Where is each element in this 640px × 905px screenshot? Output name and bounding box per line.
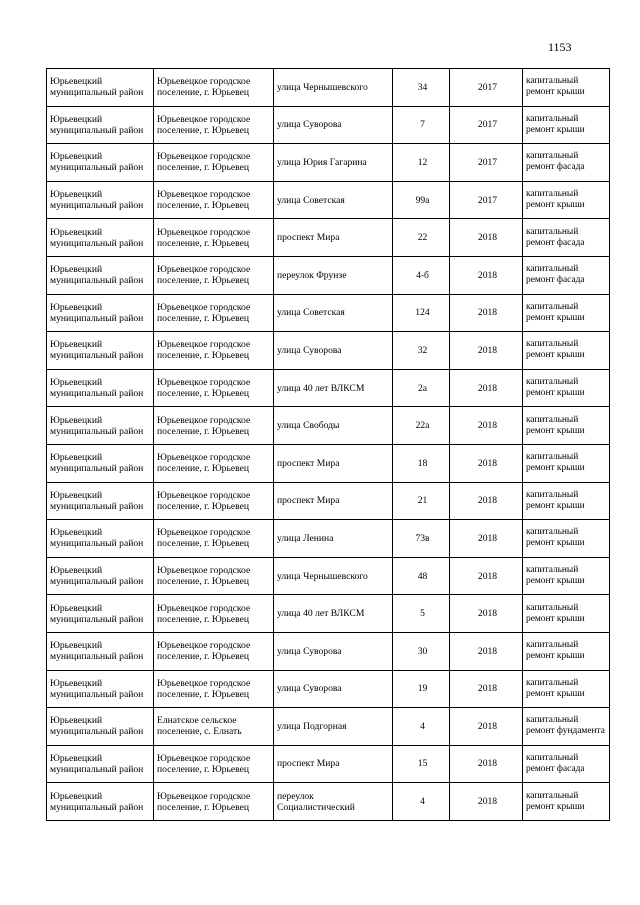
work-type-cell: капитальный ремонт крыши [523,632,610,670]
street-cell: улица 40 лет ВЛКСМ [274,595,393,633]
year-cell: 2018 [450,783,523,821]
work-type-cell: капитальный ремонт фасада [523,745,610,783]
table-row [47,783,610,821]
street-cell: улица Юрия Гагарина [274,144,393,182]
street-cell: улица Суворова [274,332,393,370]
table-row [47,444,610,482]
table-row [47,745,610,783]
settlement-cell: Юрьевецкое городское поселение, г. Юрьевец [154,557,274,595]
house-number-cell: 34 [393,69,450,107]
settlement-cell: Юрьевецкое городское поселение, г. Юрьевец [154,783,274,821]
table-row [47,670,610,708]
work-type-cell: капитальный ремонт крыши [523,557,610,595]
work-type-cell: капитальный ремонт крыши [523,69,610,107]
street-cell: проспект Мира [274,444,393,482]
year-cell: 2018 [450,632,523,670]
year-cell: 2018 [450,708,523,746]
street-cell: улица Чернышевского [274,557,393,595]
district-cell: Юрьевецкий муниципальный район [47,219,154,257]
year-cell: 2018 [450,407,523,445]
street-cell: улица Суворова [274,106,393,144]
settlement-cell: Юрьевецкое городское поселение, г. Юрьевец [154,256,274,294]
settlement-cell: Юрьевецкое городское поселение, г. Юрьевец [154,745,274,783]
table-row [47,557,610,595]
district-cell: Юрьевецкий муниципальный район [47,106,154,144]
house-number-cell: 15 [393,745,450,783]
street-cell: проспект Мира [274,745,393,783]
settlement-cell: Юрьевецкое городское поселение, г. Юрьевец [154,219,274,257]
table-row [47,144,610,182]
house-number-cell: 22а [393,407,450,445]
street-cell: улица Подгорная [274,708,393,746]
year-cell: 2018 [450,256,523,294]
settlement-cell: Юрьевецкое городское поселение, г. Юрьевец [154,407,274,445]
year-cell: 2017 [450,144,523,182]
street-cell: улица Ленина [274,520,393,558]
year-cell: 2017 [450,181,523,219]
year-cell: 2018 [450,369,523,407]
district-cell: Юрьевецкий муниципальный район [47,369,154,407]
district-cell: Юрьевецкий муниципальный район [47,745,154,783]
table-row [47,106,610,144]
table-row [47,520,610,558]
house-number-cell: 99а [393,181,450,219]
settlement-cell: Юрьевецкое городское поселение, г. Юрьевец [154,144,274,182]
district-cell: Юрьевецкий муниципальный район [47,332,154,370]
house-number-cell: 19 [393,670,450,708]
work-type-cell: капитальный ремонт крыши [523,106,610,144]
district-cell: Юрьевецкий муниципальный район [47,557,154,595]
work-type-cell: капитальный ремонт крыши [523,595,610,633]
settlement-cell: Юрьевецкое городское поселение, г. Юрьевец [154,181,274,219]
year-cell: 2018 [450,332,523,370]
district-cell: Юрьевецкий муниципальный район [47,294,154,332]
year-cell: 2018 [450,294,523,332]
street-cell: улица Свободы [274,407,393,445]
house-number-cell: 4-б [393,256,450,294]
street-cell: улица Советская [274,181,393,219]
house-number-cell: 32 [393,332,450,370]
table-row [47,632,610,670]
year-cell: 2018 [450,482,523,520]
work-type-cell: капитальный ремонт фасада [523,256,610,294]
year-cell: 2018 [450,520,523,558]
house-number-cell: 18 [393,444,450,482]
work-type-cell: капитальный ремонт крыши [523,294,610,332]
settlement-cell: Юрьевецкое городское поселение, г. Юрьевец [154,482,274,520]
page-number: 1153 [548,40,572,54]
street-cell: проспект Мира [274,482,393,520]
year-cell: 2018 [450,557,523,595]
work-type-cell: капитальный ремонт крыши [523,444,610,482]
table-row [47,332,610,370]
district-cell: Юрьевецкий муниципальный район [47,708,154,746]
table-row [47,482,610,520]
district-cell: Юрьевецкий муниципальный район [47,632,154,670]
district-cell: Юрьевецкий муниципальный район [47,256,154,294]
house-number-cell: 2а [393,369,450,407]
work-type-cell: капитальный ремонт крыши [523,181,610,219]
work-type-cell: капитальный ремонт крыши [523,670,610,708]
district-cell: Юрьевецкий муниципальный район [47,783,154,821]
house-number-cell: 4 [393,708,450,746]
house-number-cell: 7 [393,106,450,144]
street-cell: улица Чернышевского [274,69,393,107]
table-row [47,256,610,294]
house-number-cell: 48 [393,557,450,595]
work-type-cell: капитальный ремонт крыши [523,520,610,558]
table-row [47,294,610,332]
settlement-cell: Юрьевецкое городское поселение, г. Юрьевец [154,444,274,482]
settlement-cell: Юрьевецкое городское поселение, г. Юрьевец [154,520,274,558]
district-cell: Юрьевецкий муниципальный район [47,444,154,482]
year-cell: 2018 [450,595,523,633]
table-row [47,69,610,107]
table-row [47,595,610,633]
street-cell: улица Суворова [274,632,393,670]
year-cell: 2017 [450,106,523,144]
year-cell: 2018 [450,444,523,482]
year-cell: 2018 [450,219,523,257]
house-number-cell: 30 [393,632,450,670]
district-cell: Юрьевецкий муниципальный район [47,407,154,445]
street-cell: улица Советская [274,294,393,332]
street-cell: улица Суворова [274,670,393,708]
table-row [47,369,610,407]
house-number-cell: 4 [393,783,450,821]
table-body [47,69,610,821]
house-number-cell: 73в [393,520,450,558]
table-row [47,407,610,445]
repair-schedule-table [46,68,610,821]
year-cell: 2018 [450,745,523,783]
district-cell: Юрьевецкий муниципальный район [47,69,154,107]
work-type-cell: капитальный ремонт фундамента [523,708,610,746]
table-row [47,181,610,219]
house-number-cell: 22 [393,219,450,257]
street-cell: проспект Мира [274,219,393,257]
work-type-cell: капитальный ремонт крыши [523,369,610,407]
district-cell: Юрьевецкий муниципальный район [47,520,154,558]
year-cell: 2018 [450,670,523,708]
settlement-cell: Юрьевецкое городское поселение, г. Юрьевец [154,69,274,107]
year-cell: 2017 [450,69,523,107]
settlement-cell: Юрьевецкое городское поселение, г. Юрьевец [154,595,274,633]
district-cell: Юрьевецкий муниципальный район [47,144,154,182]
district-cell: Юрьевецкий муниципальный район [47,595,154,633]
work-type-cell: капитальный ремонт фасада [523,144,610,182]
house-number-cell: 124 [393,294,450,332]
settlement-cell: Юрьевецкое городское поселение, г. Юрьевец [154,670,274,708]
street-cell: переулок Социалистический [274,783,393,821]
table-row [47,708,610,746]
district-cell: Юрьевецкий муниципальный район [47,482,154,520]
table-row [47,219,610,257]
work-type-cell: капитальный ремонт фасада [523,219,610,257]
street-cell: переулок Фрунзе [274,256,393,294]
house-number-cell: 5 [393,595,450,633]
district-cell: Юрьевецкий муниципальный район [47,670,154,708]
work-type-cell: капитальный ремонт крыши [523,407,610,445]
settlement-cell: Юрьевецкое городское поселение, г. Юрьевец [154,332,274,370]
settlement-cell: Елнатское сельское поселение, с. Елнать [154,708,274,746]
work-type-cell: капитальный ремонт крыши [523,482,610,520]
settlement-cell: Юрьевецкое городское поселение, г. Юрьевец [154,106,274,144]
house-number-cell: 12 [393,144,450,182]
work-type-cell: капитальный ремонт крыши [523,783,610,821]
district-cell: Юрьевецкий муниципальный район [47,181,154,219]
house-number-cell: 21 [393,482,450,520]
settlement-cell: Юрьевецкое городское поселение, г. Юрьевец [154,294,274,332]
street-cell: улица 40 лет ВЛКСМ [274,369,393,407]
settlement-cell: Юрьевецкое городское поселение, г. Юрьевец [154,369,274,407]
work-type-cell: капитальный ремонт крыши [523,332,610,370]
settlement-cell: Юрьевецкое городское поселение, г. Юрьевец [154,632,274,670]
